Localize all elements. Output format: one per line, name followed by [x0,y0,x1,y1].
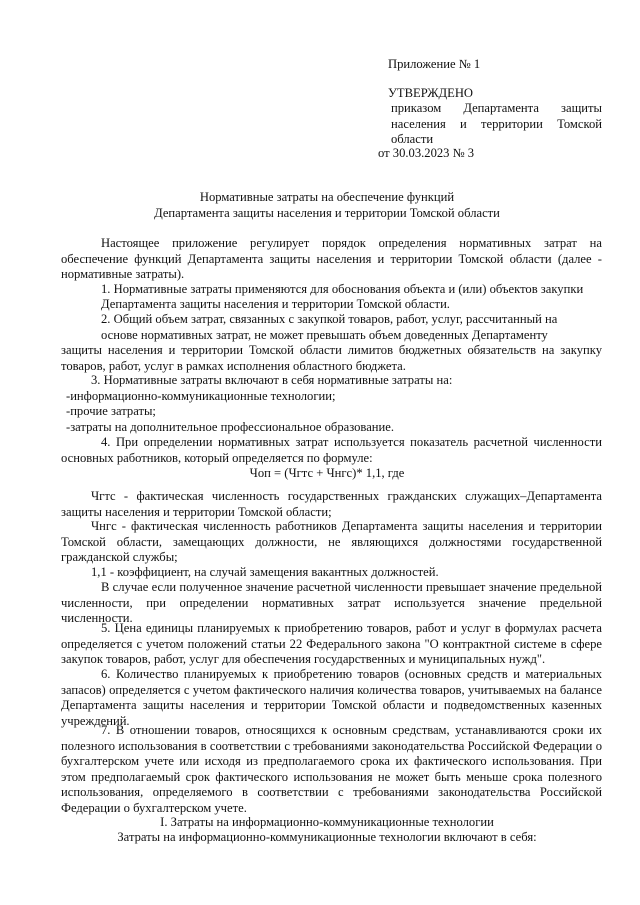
list-item: -затраты на дополнительное профессиональное образование. [66,420,395,434]
item1-line1: 1. Нормативные затраты применяются для обоснования объекта и (или) объектов закупки [101,282,584,296]
section1-subheading: Затраты на информационно-коммуникационные технологии включают в себя: [117,830,537,844]
definition-ch-gtc: Чгтс - фактическая численность государственных гражданских служащих–Департамента защиты населения и территории Томской области; [61,489,602,519]
section1-heading: I. Затраты на информационно-коммуникационные технологии [160,815,494,829]
definition-coefficient: 1,1 - коэффициент, на случай замещения вакантных должностей. [91,565,439,579]
definition-ch-ngs: Чнгс - фактическая численность работников Департамента защиты населения и территории Томской области, замещающих должности, не являющихся должностями государственной гражданской службы; [61,519,602,565]
item6-paragraph: 6. Количество планируемых к приобретению товаров (основных средств и материальных запасов) определяется с учетом фактического наличия количества товаров, учитываемых на балансе Департамента защиты населения и территории Томской области и подведомственных казенных учреждений. [61,667,602,728]
list-item: -прочие затраты; [66,404,156,418]
item7-paragraph: 7. В отношении товаров, относящихся к основным средствам, устанавливаются сроки их полезного использования в соответствии с требованиями законодательства Российской Федерации о бухгалтерском учете или исходя из предполагаемого срока их фактического использования. При этом предполагаемый срок фактического использования не может быть меньше срока полезного использования, определяемого в соответствии с требованиями законодательства Российской Федерации о бухгалтерском учете. [61,723,602,815]
limit-paragraph: В случае если полученное значение расчетной численности превышает значение предельной численности, при определении нормативных затрат используется значение предельной численности. [61,580,602,626]
intro-paragraph: Настоящее приложение регулирует порядок определения нормативных затрат на обеспечение функций Департамента защиты населения и территории Томской области (далее - нормативные затраты). [61,236,602,282]
item4-paragraph: 4. При определении нормативных затрат используется показатель расчетной численности основных работников, который определяется по формуле: [61,435,602,465]
list-item: -информационно-коммуникационные технологии; [66,389,336,403]
approval-order: приказом Департамента защиты населения и территории Томской области [391,101,602,147]
item1-line2: Департамента защиты населения и территории Томской области. [101,297,450,311]
appendix-label: Приложение № 1 [388,57,481,71]
document-title-line2: Департамента защиты населения и территории Томской области [154,205,500,220]
formula: Чоп = (Чгтс + Чнгс)* 1,1, где [249,466,405,480]
item3-paragraph: 3. Нормативные затраты включают в себя нормативные затраты на: [91,373,453,387]
approval-title: УТВЕРЖДЕНО [388,86,474,100]
document-title-line1: Нормативные затраты на обеспечение функций [199,190,455,204]
item2-line2: основе нормативных затрат, не может превышать объем доведенных Департаменту [101,328,548,342]
item2-line1: 2. Общий объем затрат, связанных с закупкой товаров, работ, услуг, рассчитанный на [101,312,558,326]
item2-rest: защиты населения и территории Томской области лимитов бюджетных обязательств на закупку товаров, работ, услуг в рамках исполнения областного бюджета. [61,343,602,373]
document-title [60,190,594,221]
item5-paragraph: 5. Цена единицы планируемых к приобретению товаров, работ и услуг в формулах расчета определяется с учетом положений статьи 22 Федерального закона "О контрактной системе в сфере закупок товаров, работ, услуг для обеспечения государственных и муниципальных нужд". [61,621,602,667]
approval-date: от 30.03.2023 № 3 [378,146,475,160]
